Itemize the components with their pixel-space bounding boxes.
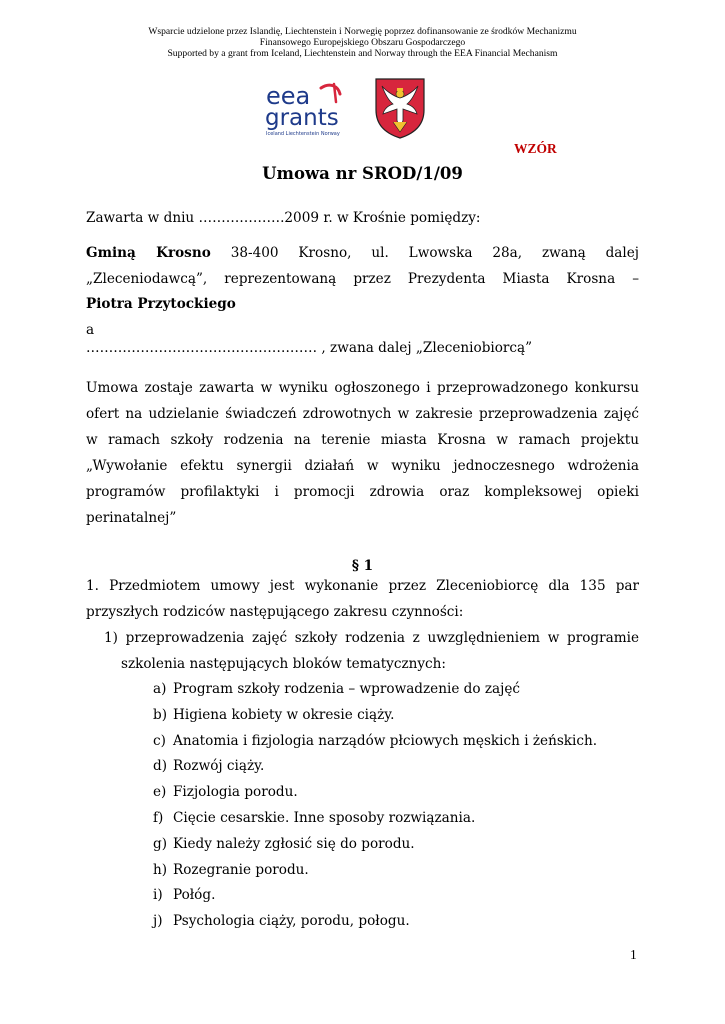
eea-grants-logo [264,80,350,138]
list-item: f) Cięcie cesarskie. Inne sposoby rozwiązania. [153,809,476,826]
logos-row [0,76,725,142]
list-item: d) Rozwój ciąży. [153,758,265,775]
item-1-line-2: przyszłych rodziców następującego zakresu czynności: [86,604,464,620]
section-heading: § 1 [351,558,374,574]
para-line-3: w ramach szkoły rodzenia na terenie miasta Krosna w ramach projektu [86,432,639,448]
paragraph-intro [86,375,639,531]
subitem-1 [104,625,639,677]
list-item: j) Psychologia ciąży, porodu, połogu. [153,913,410,930]
document-header [0,26,725,60]
subitem-1-line-2: szkolenia następujących bloków tematycznych: [121,656,446,672]
list-item: a) Program szkoły rodzenia – wprowadzenie do zajęć [153,681,521,697]
para-line-2: ofert na udzielanie świadczeń zdrowotnych w zakresie przeprowadzenia zajęć [86,406,639,422]
page-number: 1 [630,947,637,962]
document-title: Umowa nr SROD/1/09 [262,164,463,183]
conjunction: a [86,322,95,338]
header-line-2: Finansowego Europejskiego Obszaru Gospodarczego [259,37,466,49]
item-1 [86,573,639,625]
party1-name: Gminą Krosno [86,245,211,261]
para-line-4: „Wywołanie efektu synergii działań w wyniku jednoczesnego wdrożenia [86,458,639,474]
template-label: WZÓR [514,141,557,156]
item-1-line-1: 1. Przedmiotem umowy jest wykonanie przez Zleceniobiorcę dla 135 par [86,578,639,594]
logo-text-grants: grants [265,105,339,131]
list-item: e) Fizjologia porodu. [153,784,298,801]
list-item: i) Połóg. [153,887,216,904]
subitem-1-line-1: 1) przeprowadzenia zajęć szkoły rodzenia z uwzględnieniem w programie [104,630,639,646]
para-line-6: perinatalnej” [86,510,177,526]
coat-of-arms-icon [373,76,427,140]
party2-line: …………………………………………… , zwana dalej „Zleceniobiorcą” [86,340,533,356]
list-item: c) Anatomia i fizjologia narządów płciowych męskich i żeńskich. [153,732,598,749]
logo-text-eea: eea [266,82,311,110]
header-line-1: Wsparcie udzielone przez Islandię, Liechtenstein i Norwegię poprzez dofinansowanie ze środków Mechanizmu [148,26,577,37]
header-line-3: Supported by a grant from Iceland, Liechtenstein and Norway through the EEA Financial Mechanism [167,48,558,60]
party1-rep-name: Piotra Przytockiego [86,296,236,312]
list-item: g) Kiedy należy zgłosić się do porodu. [153,835,415,852]
para-line-5: programów profilaktyki i promocji zdrowia oraz kompleksowej opieki [86,484,639,500]
list-item: b) Higiena kobiety w okresie ciąży. [153,706,395,723]
logo-tagline: Iceland Liechtenstein Norway [266,131,340,137]
para-line-1: Umowa zostaje zawarta w wyniku ogłoszonego i przeprowadzonego konkursu [86,380,639,396]
party1-line1 [86,240,639,266]
list-item: h) Rozegranie porodu. [153,861,309,878]
intro-line: Zawarta w dniu ……………….2009 r. w Krośnie pomiędzy: [86,210,481,226]
party1-line2: „Zleceniodawcą”, reprezentowaną przez Prezydenta Miasta Krosna – [86,271,639,287]
party1-rep [86,291,639,317]
party1-address: 38-400 Krosno, ul. Lwowska 28a, zwaną dalej [230,245,639,261]
topics-list [153,677,597,935]
